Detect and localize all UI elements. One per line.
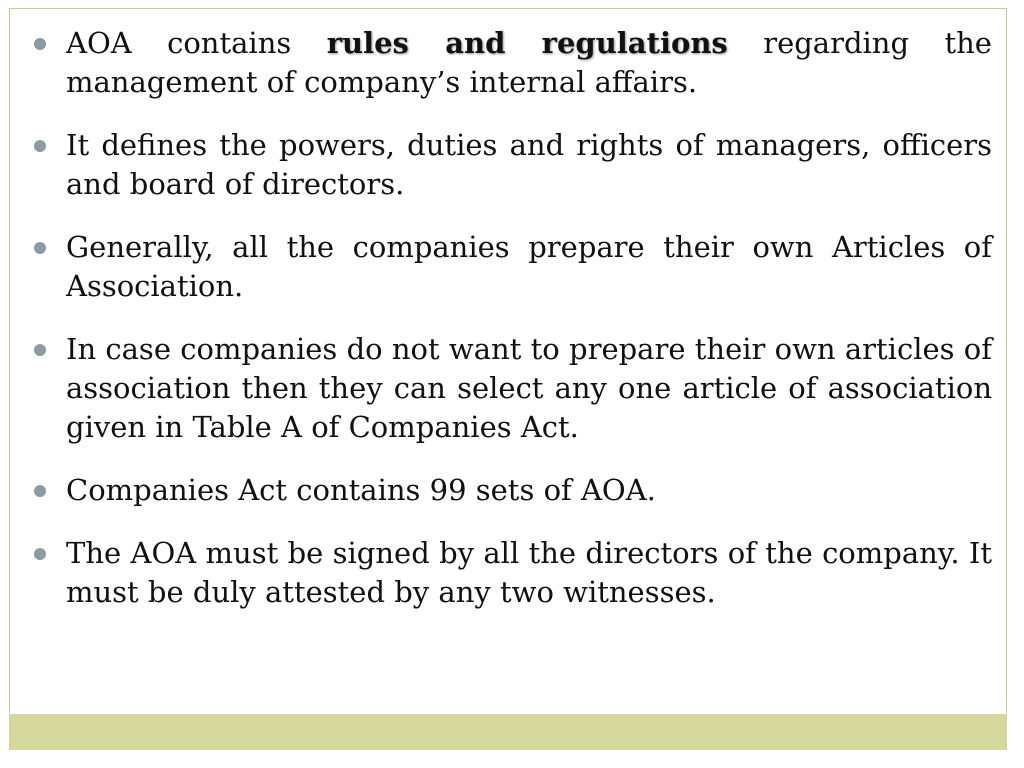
bullet-dot-icon — [34, 548, 46, 560]
bullet-item-5 — [26, 471, 992, 510]
bullet-6-text: The AOA must be signed by all the directors of the company. It must be duly attested by any two witnesses. — [66, 536, 992, 609]
bullet-dot-icon — [34, 140, 46, 152]
bullet-3-text: Generally, all the companies prepare their own Articles of Association. — [66, 230, 992, 303]
bullet-1-text-after: regarding the management of company’s internal affairs. — [66, 26, 992, 99]
bullet-dot-icon — [34, 344, 46, 356]
slide-content — [26, 24, 992, 636]
bullet-2-text: It defines the powers, duties and rights of managers, officers and board of directors. — [66, 128, 992, 201]
bullet-item-1 — [26, 24, 992, 102]
footer-accent-bar — [9, 714, 1007, 750]
bullet-list — [26, 24, 992, 612]
bullet-item-6 — [26, 534, 992, 612]
bullet-1-text-before: AOA contains — [66, 26, 327, 60]
bullet-item-4 — [26, 330, 992, 447]
bullet-4-text: In case companies do not want to prepare their own articles of association then they can select any one article of association given in Table A of Companies Act. — [66, 332, 992, 444]
bullet-1-highlight: rules and regulations — [326, 26, 728, 60]
bullet-item-3 — [26, 228, 992, 306]
bullet-dot-icon — [34, 38, 46, 50]
bullet-item-2 — [26, 126, 992, 204]
bullet-dot-icon — [34, 242, 46, 254]
bullet-dot-icon — [34, 485, 46, 497]
bullet-5-text: Companies Act contains 99 sets of AOA. — [66, 473, 656, 507]
